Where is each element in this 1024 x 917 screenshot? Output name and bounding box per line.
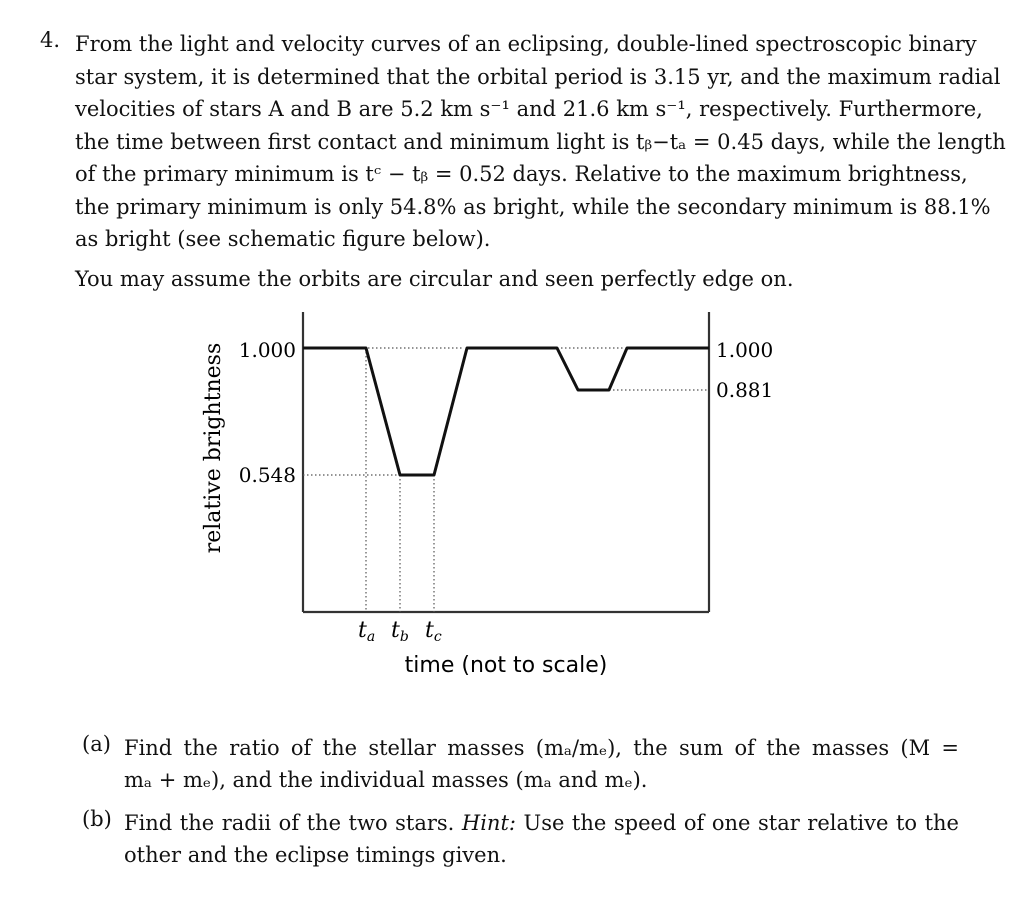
intro-line-3: velocities of stars A and B are 5.2 km s⁻¹ and 21.6 km s⁻¹, respectively. Furthermore, [75, 97, 983, 121]
tick-right-0881: 0.881 [716, 378, 774, 402]
intro-line-4: the time between first contact and minimum light is tᵦ−tₐ = 0.45 days, while the length [75, 129, 1006, 154]
tick-tc: tc [425, 618, 442, 645]
tick-ta: ta [358, 618, 376, 645]
problem-number: 4. [40, 28, 61, 52]
part-b-text-start: Find the radii of the two stars. [124, 811, 455, 835]
part-b-line-1 [124, 807, 959, 839]
assumption-text [75, 263, 965, 296]
part-b-text [124, 807, 959, 871]
part-b-line-2: other and the eclipse timings given. [124, 843, 507, 867]
part-b-hint-label: Hint: [461, 811, 516, 835]
tick-left-1000: 1.000 [238, 338, 296, 362]
part-a-line-1: Find the ratio of the stellar masses (mₐ/mₑ), the sum of the masses (M = [124, 736, 959, 760]
light-curve-figure [0, 300, 1024, 680]
part-a-label: (a) [82, 732, 111, 756]
tick-right-1000: 1.000 [716, 338, 774, 362]
light-curve-line [303, 348, 709, 475]
assumption-line: You may assume the orbits are circular and seen perfectly edge on. [75, 267, 794, 291]
intro-line-7: as bright (see schematic figure below). [75, 227, 491, 251]
tick-tb: tb [391, 618, 409, 645]
part-a-line-2: mₐ + mₑ), and the individual masses (mₐ and mₑ). [124, 768, 648, 792]
tick-left-0548: 0.548 [238, 463, 296, 487]
part-b-label: (b) [82, 807, 112, 831]
intro-line-6: the primary minimum is only 54.8% as bright, while the secondary minimum is 88.1% [75, 194, 991, 219]
intro-line-1: From the light and velocity curves of an eclipsing, double-lined spectroscopic binary [75, 32, 977, 56]
part-a-text [124, 732, 959, 796]
x-axis-label: time (not to scale) [404, 653, 608, 678]
y-axis-label: relative brightness [201, 342, 226, 554]
intro-line-2: star system, it is determined that the orbital period is 3.15 yr, and the maximum radial [75, 64, 1001, 89]
part-b-text-end: Use the speed of one star relative to the [523, 811, 959, 835]
intro-line-5: of the primary minimum is tᶜ − tᵦ = 0.52 days. Relative to the maximum brightness, [75, 162, 968, 186]
problem-intro [75, 28, 1006, 256]
